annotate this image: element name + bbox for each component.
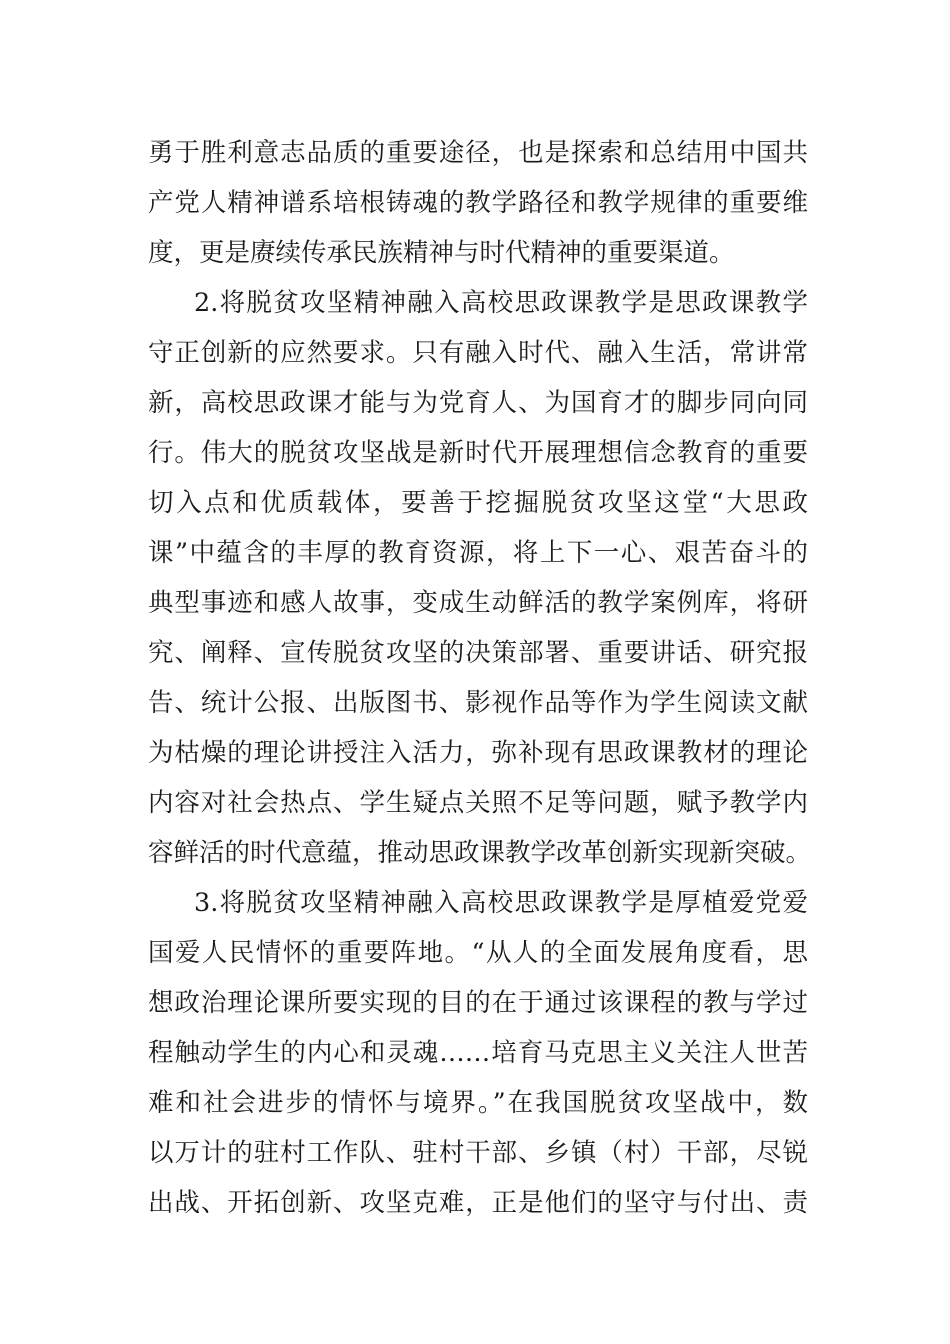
text-line: 究、阐释、宣传脱贫攻坚的决策部署、重要讲话、研究报 (148, 638, 808, 668)
text-line: 程触动学生的内心和灵魂……培育马克思主义关注人世苦 (148, 1038, 808, 1068)
text-line: 内容对社会热点、学生疑点关照不足等问题，赋予教学内 (148, 788, 808, 818)
text-line: 告、统计公报、出版图书、影视作品等作为学生阅读文献 (148, 688, 808, 718)
text-line: 守正创新的应然要求。只有融入时代、融入生活，常讲常 (148, 338, 808, 368)
text-line: 难和社会进步的情怀与境界。”在我国脱贫攻坚战中，数 (148, 1088, 808, 1118)
text-line: 容鲜活的时代意蕴，推动思政课教学改革创新实现新突破。 (148, 838, 812, 868)
text-line: 典型事迹和感人故事，变成生动鲜活的教学案例库，将研 (148, 588, 808, 618)
body-text (148, 128, 812, 1228)
text-line: 国爱人民情怀的重要阵地。“从人的全面发展角度看，思 (148, 938, 808, 968)
text-line: 产党人精神谱系培根铸魂的教学路径和教学规律的重要维 (148, 188, 808, 218)
text-line: 为枯燥的理论讲授注入活力，弥补现有思政课教材的理论 (148, 738, 808, 768)
text-line: 行。伟大的脱贫攻坚战是新时代开展理想信念教育的重要 (148, 438, 808, 468)
text-line: 勇于胜利意志品质的重要途径，也是探索和总结用中国共 (148, 138, 808, 168)
text-line: 新，高校思政课才能与为党育人、为国育才的脚步同向同 (148, 388, 808, 418)
text-line: 切入点和优质载体，要善于挖掘脱贫攻坚这堂“大思政 (148, 488, 808, 518)
text-line: 度，更是赓续传承民族精神与时代精神的重要渠道。 (148, 238, 735, 268)
paragraph-3-start: 3.将脱贫攻坚精神融入高校思政课教学是厚植爱党爱 (194, 888, 808, 918)
text-line: 出战、开拓创新、攻坚克难，正是他们的坚守与付出、责 (148, 1188, 808, 1218)
text-line: 课”中蕴含的丰厚的教育资源，将上下一心、艰苦奋斗的 (148, 538, 808, 568)
text-line: 想政治理论课所要实现的目的在于通过该课程的教与学过 (148, 988, 808, 1018)
paragraph-2-start: 2.将脱贫攻坚精神融入高校思政课教学是思政课教学 (194, 288, 808, 318)
text-line: 以万计的驻村工作队、驻村干部、乡镇（村）干部，尽锐 (148, 1138, 808, 1168)
